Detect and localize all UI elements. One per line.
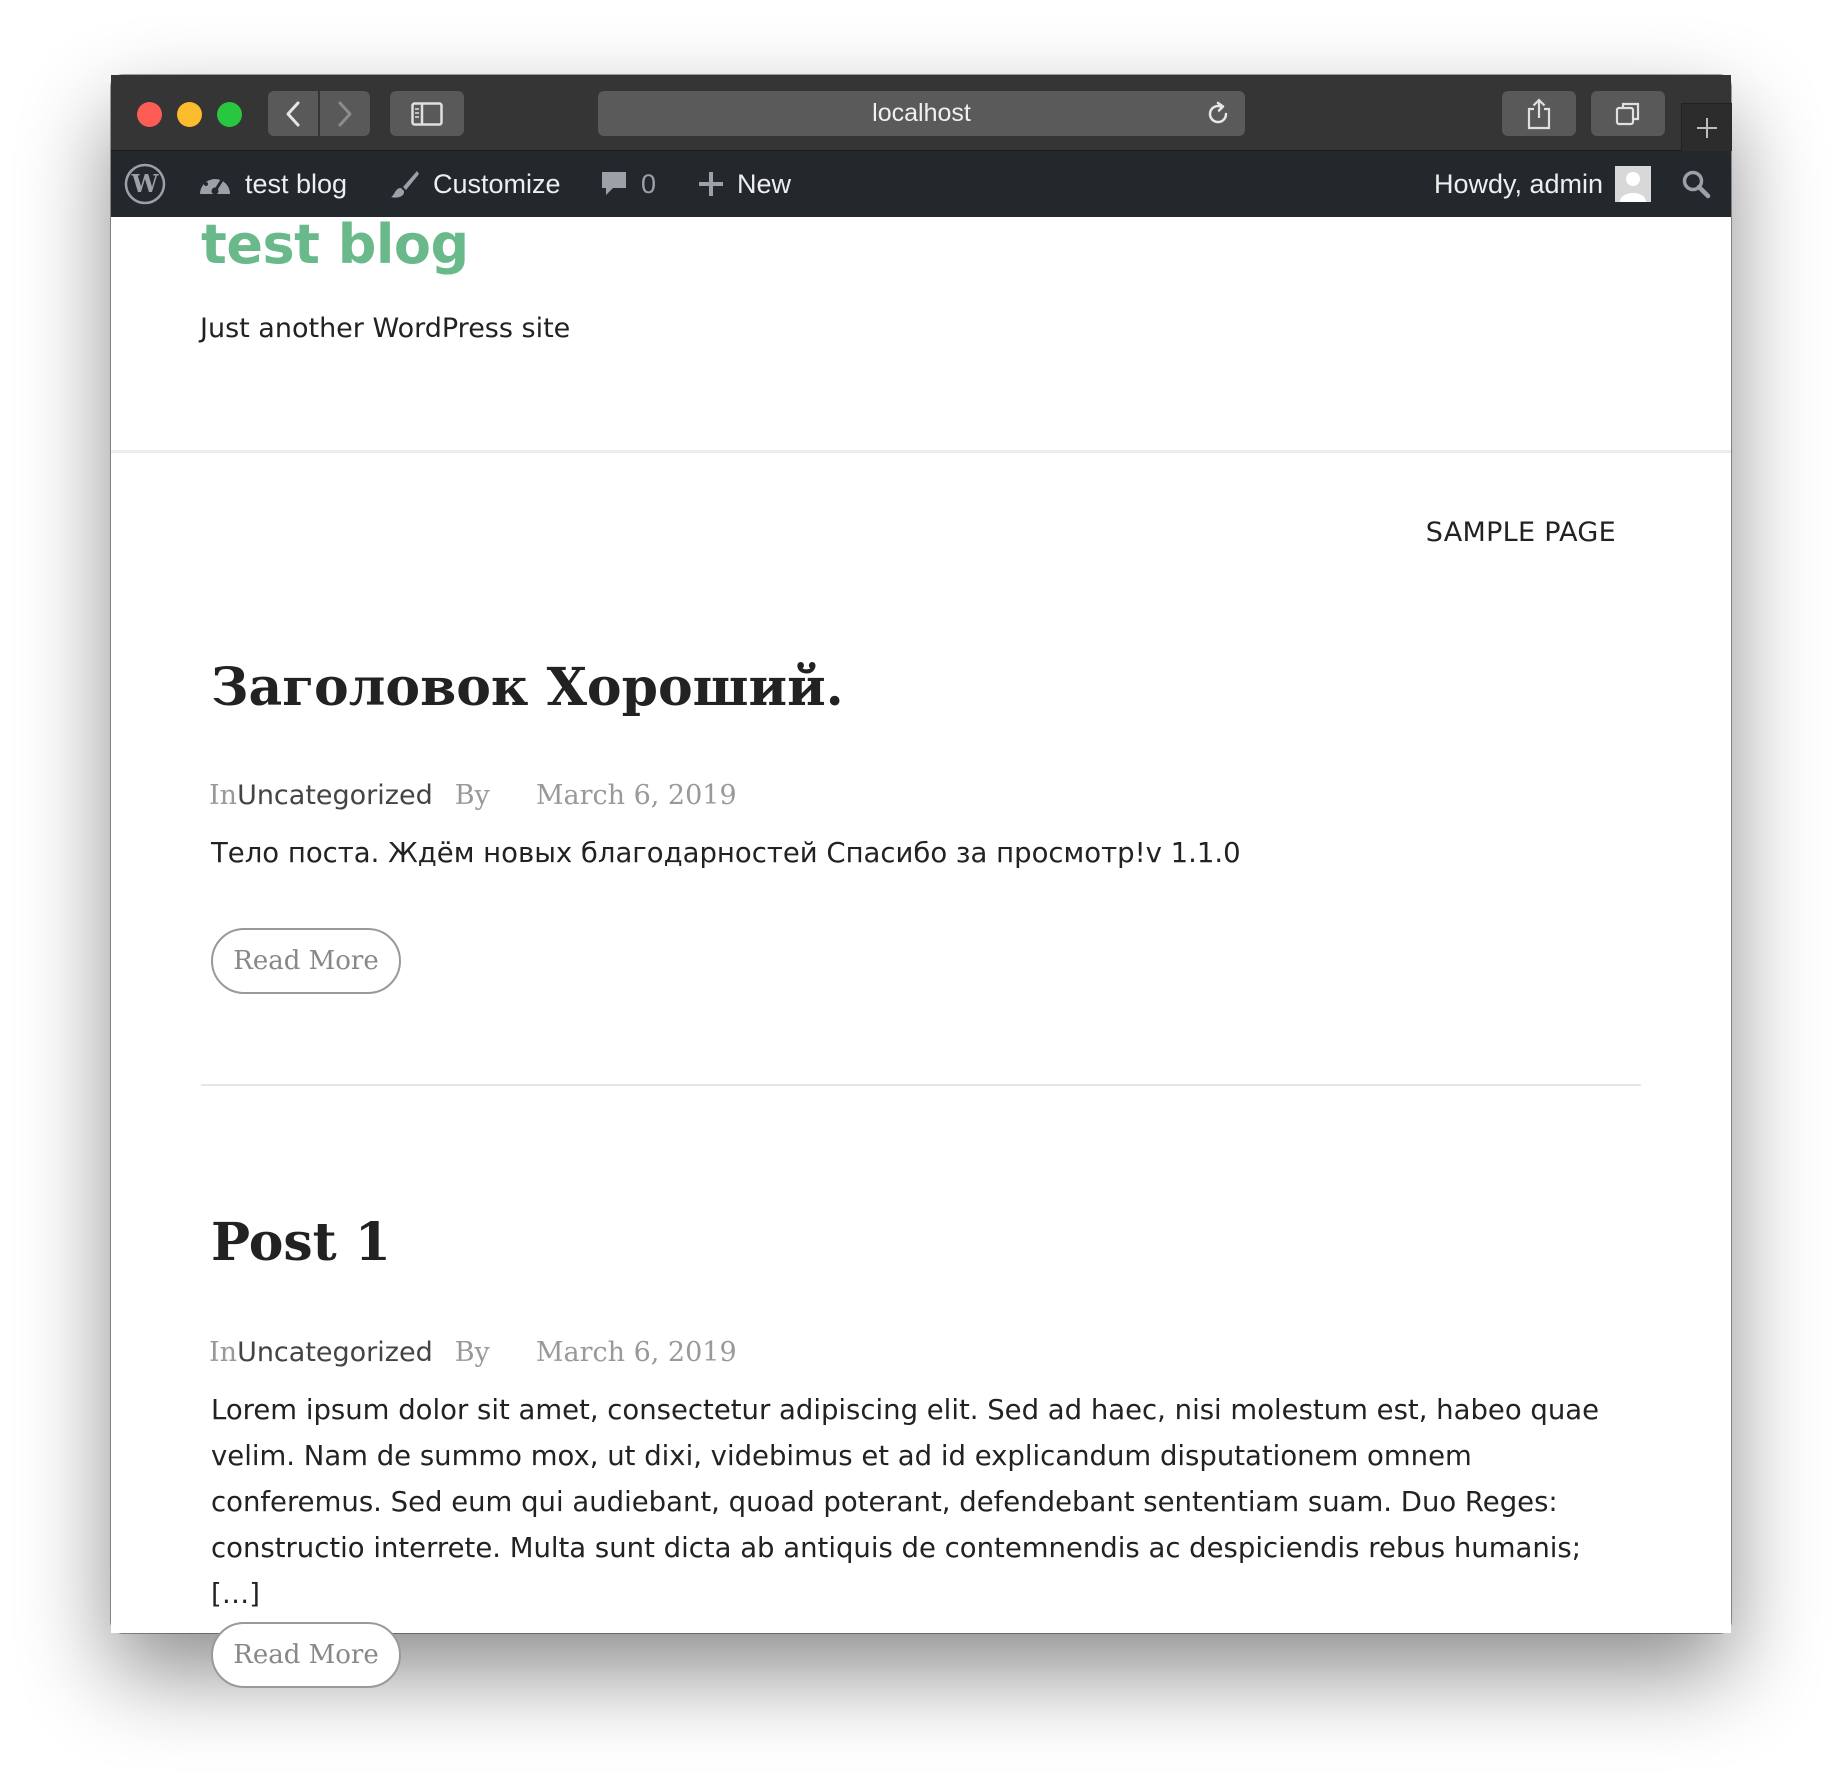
tabs-overview-icon [1614,100,1642,128]
wp-logo-menu[interactable] [124,151,166,217]
svg-text:W: W [131,169,159,198]
dashboard-gauge-icon [197,168,233,200]
wp-admin-bar [111,151,1731,217]
adminbar-site-name[interactable] [197,151,347,217]
site-tagline: Just another WordPress site [200,313,571,344]
sidebar-icon [411,102,443,126]
read-more-button[interactable]: Read More [211,1622,401,1688]
chevron-left-icon [284,100,302,128]
post-category-link[interactable]: Uncategorized [237,1337,433,1368]
post-divider [201,1084,1641,1086]
forward-button[interactable] [320,91,370,136]
share-icon [1526,98,1552,130]
post-date[interactable]: March 6, 2019 [535,780,737,811]
adminbar-site-name-label: test blog [245,168,348,199]
adminbar-greeting: Howdy, admin [1434,168,1604,199]
minimize-window-button[interactable] [177,102,202,127]
post-meta-in: In [209,780,238,811]
post-title[interactable]: Заголовок Хороший. [211,657,844,718]
wordpress-logo-icon [124,163,166,205]
sidebar-toggle-button[interactable] [390,91,464,136]
address-bar[interactable] [598,91,1245,136]
post-excerpt: Lorem ipsum dolor sit amet, consectetur adipiscing elit. Sed ad haec, nisi molestum est, habeo quae velim. Nam de summo mox, ut dixi, videbimus et ad id explicandum disputationem omnem conferemus. Sed eum qui audiebant, quoad poterant, defendebant sententiam suam. Duo Reges: constructio interrete. Multa sunt dicta ab antiquis de contemnendis ac despiciendis rebus humanis; […] [211,1394,1600,1610]
address-bar-url: localhost [872,99,971,127]
adminbar-new-label: New [737,168,792,199]
adminbar-customize-label: Customize [433,168,561,199]
avatar [1615,166,1651,202]
new-tab-button[interactable] [1681,103,1732,151]
plus-icon [1695,116,1719,140]
post-meta [209,780,737,811]
adminbar-comments[interactable] [599,151,656,217]
show-tabs-button[interactable] [1591,91,1665,136]
menu-item-sample-page[interactable]: SAMPLE PAGE [1425,517,1616,548]
zoom-window-button[interactable] [217,102,242,127]
close-window-button[interactable] [137,102,162,127]
search-icon [1681,169,1711,199]
browser-window [111,75,1731,1670]
comment-bubble-icon [599,169,629,199]
adminbar-my-account[interactable] [1434,151,1651,217]
share-button[interactable] [1502,91,1576,136]
paintbrush-icon [389,168,421,200]
post-date[interactable]: March 6, 2019 [535,1337,737,1368]
browser-toolbar [111,75,1731,151]
chevron-right-icon [336,100,354,128]
site-title[interactable]: test blog [201,213,469,276]
post-meta-in: In [209,1337,238,1368]
post-title[interactable]: Post 1 [211,1212,391,1273]
reload-icon[interactable] [1205,101,1231,127]
adminbar-customize[interactable] [389,151,561,217]
adminbar-new-content[interactable] [697,151,791,217]
post-meta [209,1337,737,1368]
header-divider [111,450,1731,453]
plus-icon [697,170,725,198]
post-excerpt: Тело поста. Ждём новых благодарностей Спасибо за просмотр!v 1.1.0 [211,837,1241,869]
post-meta-by: By [454,1337,490,1368]
post-meta-by: By [454,780,490,811]
post-category-link[interactable]: Uncategorized [237,780,433,811]
adminbar-search[interactable] [1681,151,1711,217]
page-content [111,213,1731,1670]
back-button[interactable] [268,91,318,136]
read-more-button[interactable]: Read More [211,928,401,994]
adminbar-comments-count: 0 [641,168,657,199]
